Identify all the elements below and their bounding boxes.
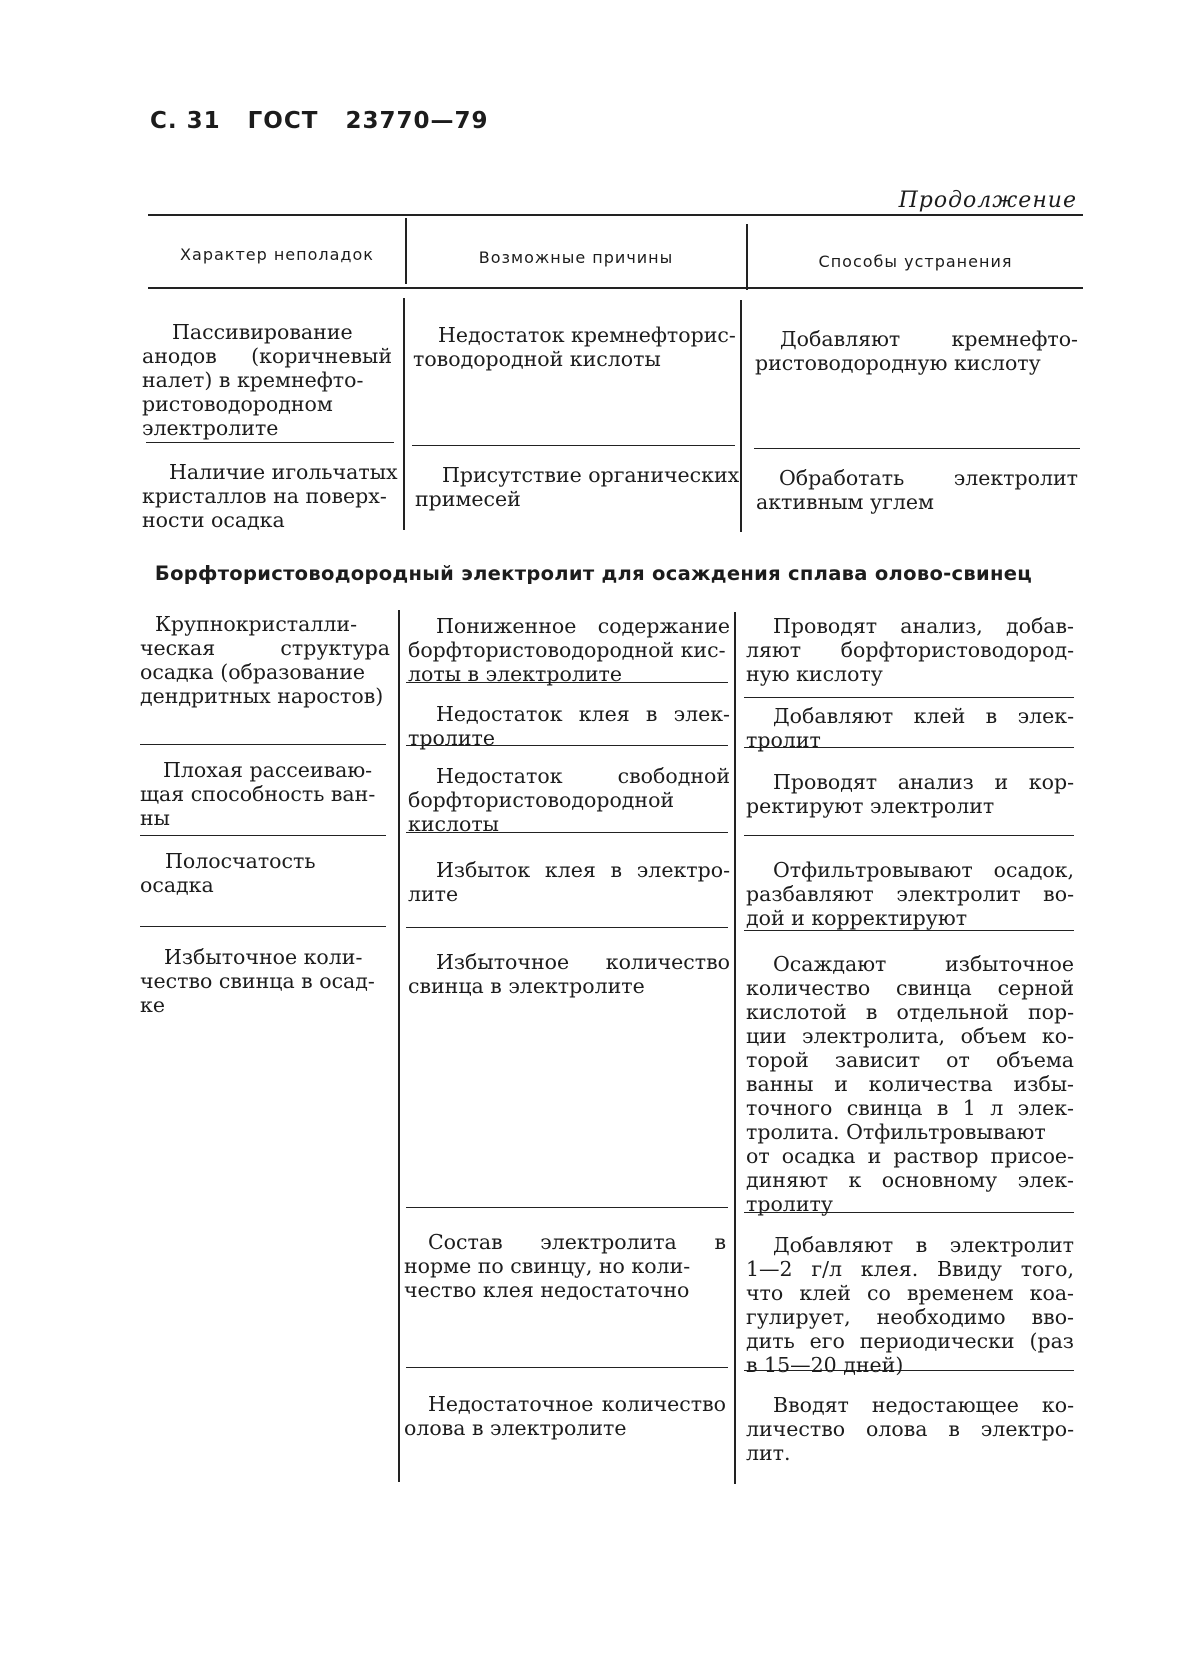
section-title: Борфтористоводородный электролит для осаждения сплава олово-свинец [154, 562, 1033, 585]
text-line: ванны и количества избы- [746, 1072, 1074, 1096]
table-cell [408, 614, 730, 686]
section1-row-rule [146, 442, 394, 443]
section1-divider-2 [740, 300, 742, 532]
column-header-causes: Возможные причины [478, 248, 674, 267]
section1-divider-1 [403, 298, 405, 530]
text-line: Избыточное количество [436, 950, 730, 974]
standard-number: 23770—79 [345, 108, 489, 134]
table-cell [746, 614, 1074, 686]
text-line: лоты в электролите [408, 662, 623, 686]
text-line: количество свинца серной [746, 976, 1074, 1000]
table-cell [746, 704, 1074, 752]
column-header-defect: Характер неполадок [180, 245, 374, 264]
text-line: осадка [140, 873, 214, 897]
text-line: товодородной кислоты [413, 347, 661, 371]
table-cell [415, 463, 738, 511]
table-cell [142, 320, 392, 440]
text-line: Избыточное коли- [164, 945, 363, 969]
cause-row-rule [406, 1207, 728, 1208]
text-line: Добавляют в электролит [773, 1233, 1074, 1257]
text-line: примесей [415, 487, 521, 511]
text-line: Наличие игольчатых [169, 460, 398, 484]
text-line: ректируют электролит [746, 794, 995, 818]
text-line: что клей со временем коа- [746, 1281, 1074, 1305]
text-line: Недостаток свободной [436, 764, 730, 788]
text-line: анодов (коричневый [142, 344, 392, 368]
text-line: тролит [746, 728, 821, 752]
text-line: щая способность ван- [140, 782, 376, 806]
table-cell [140, 849, 386, 897]
text-line: Осаждают избыточное [773, 952, 1074, 976]
text-line: ны [140, 806, 170, 830]
text-line: гулирует, необходимо вво- [746, 1305, 1074, 1329]
table-cell [408, 764, 730, 836]
text-line: ции электролита, объем ко- [746, 1024, 1074, 1048]
page-number: С. 31 [150, 108, 221, 134]
remedy-row-rule [744, 835, 1074, 836]
text-line: ческая структура [140, 636, 390, 660]
text-line: Проводят анализ и кор- [773, 770, 1074, 794]
text-line: 1—2 г/л клея. Ввиду того, [746, 1257, 1074, 1281]
table-cell [756, 466, 1078, 514]
text-line: Недостаточное количество [428, 1392, 726, 1416]
text-line: осадка (образование [140, 660, 365, 684]
page-header [150, 108, 506, 134]
cause-row-rule [406, 927, 728, 928]
table-cell [140, 612, 390, 708]
text-line: борфтористоводородной [408, 788, 675, 812]
table-cell [404, 1230, 726, 1302]
text-line: торой зависит от объема [746, 1048, 1074, 1072]
continuation-label: Продолжение [898, 188, 1077, 213]
text-line: Присутствие органических [442, 463, 740, 487]
text-line: Пассивирование [172, 320, 353, 344]
text-line: лите [408, 882, 459, 906]
text-line: кислоты [408, 812, 499, 836]
text-line: Обработать электролит [779, 466, 1078, 490]
table-cell [408, 702, 730, 750]
remedy-row-rule [744, 930, 1074, 931]
text-line: активным углем [756, 490, 934, 514]
text-line: Полосчатость [165, 849, 316, 873]
text-line: ляют борфтористоводород- [746, 638, 1074, 662]
text-line: лит. [746, 1441, 791, 1465]
defect-row-rule [140, 744, 386, 745]
text-line: кристаллов на поверх- [142, 484, 387, 508]
text-line: Пониженное содержание [436, 614, 730, 638]
text-line: разбавляют электролит во- [746, 882, 1074, 906]
defect-row-rule [140, 835, 386, 836]
table-cell [413, 323, 736, 371]
section2-divider-2 [734, 612, 736, 1484]
text-line: Плохая рассеиваю- [163, 758, 373, 782]
table-cell [408, 858, 730, 906]
text-line: точного свинца в 1 л элек- [746, 1096, 1074, 1120]
text-line: Избыток клея в электро- [436, 858, 730, 882]
table-cell [746, 952, 1074, 1216]
text-line: ке [140, 993, 165, 1017]
text-line: ности осадка [142, 508, 285, 532]
text-line: Состав электролита в [428, 1230, 726, 1254]
section1-row-rule [754, 448, 1080, 449]
standard-label: ГОСТ [247, 108, 319, 134]
table-cell [142, 460, 396, 532]
text-line: налет) в кремнефто- [142, 368, 364, 392]
text-line: Крупнокристалли- [155, 612, 357, 636]
text-line: Вводят недостающее ко- [773, 1393, 1074, 1417]
text-line: дой и корректируют [746, 906, 968, 930]
text-line: личество олова в электро- [746, 1417, 1074, 1441]
header-divider-1 [405, 218, 407, 284]
table-cell [746, 1233, 1074, 1377]
text-line: Недостаток клея в элек- [436, 702, 730, 726]
text-line: ристоводородную кислоту [755, 351, 1041, 375]
text-line: диняют к основному элек- [746, 1168, 1074, 1192]
table-cell [755, 327, 1078, 375]
text-line: в 15—20 дней) [746, 1353, 904, 1377]
text-line: от осадка и раствор присое- [746, 1144, 1074, 1168]
text-line: тролита. Отфильтровывают [746, 1120, 1046, 1144]
table-top-rule [148, 214, 1083, 216]
text-line: олова в электролите [404, 1416, 627, 1440]
table-cell [140, 945, 390, 1017]
text-line: Отфильтровывают осадок, [773, 858, 1074, 882]
table-header-rule [148, 287, 1083, 289]
text-line: кислотой в отдельной пор- [746, 1000, 1074, 1024]
text-line: свинца в электролите [408, 974, 645, 998]
cause-row-rule [406, 1367, 728, 1368]
text-line: ную кислоту [746, 662, 883, 686]
table-cell [746, 1393, 1074, 1465]
defect-row-rule [140, 926, 386, 927]
table-cell [746, 770, 1074, 818]
text-line: норме по свинцу, но коли- [404, 1254, 691, 1278]
remedy-row-rule [744, 697, 1074, 698]
section1-row-rule [412, 445, 735, 446]
text-line: борфтористоводородной кис- [408, 638, 726, 662]
section2-divider-1 [398, 610, 400, 1482]
text-line: электролите [142, 416, 279, 440]
text-line: чество свинца в осад- [140, 969, 375, 993]
text-line: Добавляют кремнефто- [780, 327, 1078, 351]
text-line: Добавляют клей в элек- [773, 704, 1074, 728]
text-line: тролите [408, 726, 495, 750]
text-line: ристоводородном [142, 392, 333, 416]
table-cell [140, 758, 386, 830]
table-cell [746, 858, 1074, 930]
table-cell [404, 1392, 726, 1440]
table-cell [408, 950, 730, 998]
text-line: тролиту [746, 1192, 833, 1216]
text-line: чество клея недостаточно [404, 1278, 690, 1302]
text-line: дендритных наростов) [140, 684, 384, 708]
column-header-remedies: Способы устранения [818, 252, 1013, 271]
text-line: дить его периодически (раз [746, 1329, 1074, 1353]
text-line: Недостаток кремнефторис- [438, 323, 736, 347]
text-line: Проводят анализ, добав- [773, 614, 1074, 638]
